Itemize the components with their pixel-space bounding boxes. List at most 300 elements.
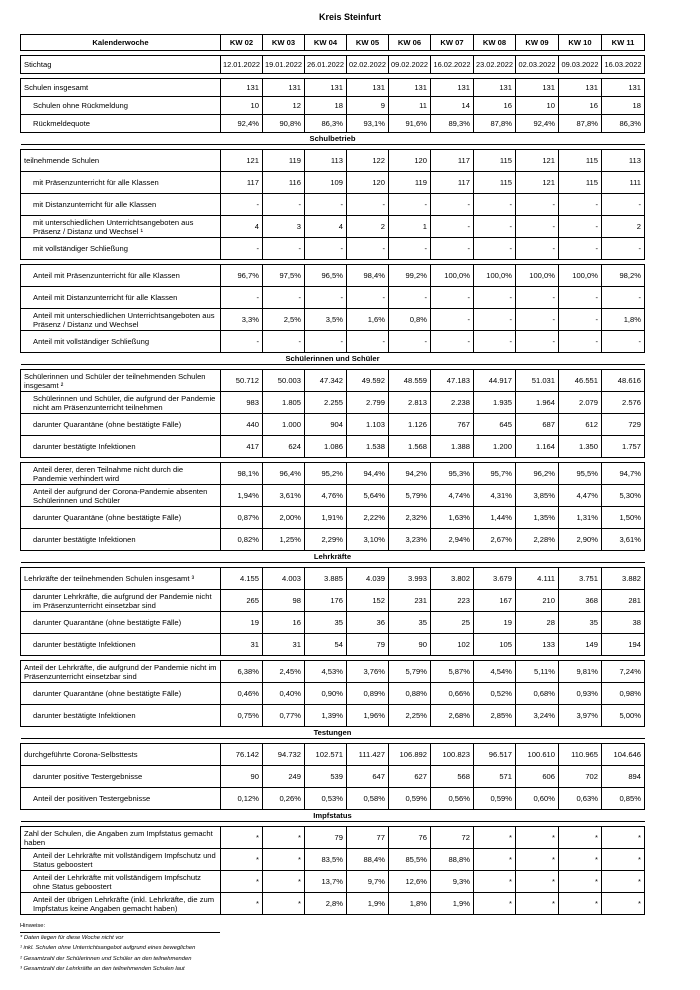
cell-value: 14 [431,97,474,115]
row-label: mit vollständiger Schließung [21,238,221,260]
table-row [21,392,645,414]
cell-value: 46.551 [559,370,602,392]
cell-value: 31 [263,634,305,656]
cell-value: 1,8% [389,893,431,915]
cell-value: 1.164 [516,436,559,458]
cell-value: 440 [221,414,263,436]
cell-value: 47.342 [305,370,347,392]
cell-value: 9,81% [559,661,602,683]
cell-value: - [559,331,602,353]
cell-value: * [474,849,516,871]
row-label: Schülerinnen und Schüler, die aufgrund der Pandemie nicht am Präsenzunterricht teilnehmen [21,392,221,414]
cell-value: - [474,194,516,216]
week-header: KW 10 [559,35,602,51]
cell-value: 9,3% [431,871,474,893]
cell-value: 0,58% [347,788,389,810]
cell-value: - [431,331,474,353]
table-row [21,590,645,612]
cell-value: 12,6% [389,871,431,893]
cell-value: 4,53% [305,661,347,683]
cell-value: 1,94% [221,485,263,507]
cell-value: 0,46% [221,683,263,705]
cell-value: 1.126 [389,414,431,436]
cell-value: 4,76% [305,485,347,507]
table-row [21,463,645,485]
week-header: KW 07 [431,35,474,51]
table-row [21,150,645,172]
stichtag-date: 19.01.2022 [263,56,305,74]
row-label: Schülerinnen und Schüler der teilnehmenden Schulen insgesamt ² [21,370,221,392]
table-row [21,661,645,683]
cell-value: 95,5% [559,463,602,485]
week-header: KW 04 [305,35,347,51]
table-row [21,172,645,194]
cell-value: 3,76% [347,661,389,683]
cell-value: 131 [516,79,559,97]
cell-value: 2,45% [263,661,305,683]
row-label: Zahl der Schulen, die Angaben zum Impfstatus gemacht haben [21,827,221,849]
cell-value: 1.935 [474,392,516,414]
cell-value: 116 [263,172,305,194]
cell-value: 3,61% [263,485,305,507]
row-label: darunter bestätigte Infektionen [21,705,221,727]
cell-value: * [474,827,516,849]
cell-value: 645 [474,414,516,436]
cell-value: 89,3% [431,115,474,133]
cell-value: * [516,871,559,893]
cell-value: 1,6% [347,309,389,331]
cell-value: 2.813 [389,392,431,414]
section-header-row [21,133,645,145]
cell-value: 0,53% [305,788,347,810]
cell-value: 5,79% [389,661,431,683]
cell-value: 627 [389,766,431,788]
cell-value: 1,91% [305,507,347,529]
cell-value: 0,56% [431,788,474,810]
cell-value: 98,1% [221,463,263,485]
cell-value: 9 [347,97,389,115]
cell-value: 4.039 [347,568,389,590]
cell-value: 2,67% [474,529,516,551]
cell-value: 48.616 [602,370,645,392]
cell-value: - [347,287,389,309]
cell-value: 79 [347,634,389,656]
cell-value: 767 [431,414,474,436]
cell-value: 1,96% [347,705,389,727]
cell-value: 12 [263,97,305,115]
cell-value: - [305,194,347,216]
cell-value: * [263,827,305,849]
cell-value: 115 [474,172,516,194]
row-label: mit unterschiedlichen Unterrichtsangeboten aus Präsenz / Distanz und Wechsel ¹ [21,216,221,238]
cell-value: 48.559 [389,370,431,392]
row-label: Lehrkräfte der teilnehmenden Schulen insgesamt ³ [21,568,221,590]
cell-value: 94,2% [389,463,431,485]
cell-value: - [305,331,347,353]
cell-value: 131 [347,79,389,97]
cell-value: 85,5% [389,849,431,871]
cell-value: 94.732 [263,744,305,766]
cell-value: 2 [347,216,389,238]
cell-value: 281 [602,590,645,612]
cell-value: 13,7% [305,871,347,893]
table-row [21,871,645,893]
cell-value: - [263,287,305,309]
cell-value: - [431,194,474,216]
cell-value: 5,30% [602,485,645,507]
cell-value: 95,2% [305,463,347,485]
stichtag-date: 09.02.2022 [389,56,431,74]
cell-value: 0,60% [516,788,559,810]
header-label: Kalenderwoche [21,35,221,51]
cell-value: - [431,238,474,260]
cell-value: 38 [602,612,645,634]
cell-value: 96,7% [221,265,263,287]
cell-value: 4 [305,216,347,238]
cell-value: 100.610 [516,744,559,766]
cell-value: 1.805 [263,392,305,414]
row-label: darunter bestätigte Infektionen [21,436,221,458]
cell-value: - [263,238,305,260]
cell-value: 90,8% [263,115,305,133]
cell-value: 96,5% [305,265,347,287]
cell-value: - [516,194,559,216]
cell-value: 1.086 [305,436,347,458]
cell-value: * [602,871,645,893]
cell-value: 3.751 [559,568,602,590]
row-label: Rückmeldequote [21,115,221,133]
cell-value: 122 [347,150,389,172]
cell-value: 115 [559,150,602,172]
cell-value: 2 [602,216,645,238]
footnotes-heading: Hinweise: [20,921,220,933]
cell-value: 92,4% [516,115,559,133]
cell-value: 624 [263,436,305,458]
table-row [21,97,645,115]
stichtag-date: 12.01.2022 [221,56,263,74]
page-title: Kreis Steinfurt [318,12,381,22]
cell-value: 109 [305,172,347,194]
cell-value: 51.031 [516,370,559,392]
cell-value: 96,2% [516,463,559,485]
cell-value: - [263,194,305,216]
cell-value: 3.885 [305,568,347,590]
row-label: darunter bestätigte Infektionen [21,634,221,656]
table-row [21,238,645,260]
cell-value: 0,75% [221,705,263,727]
cell-value: - [474,287,516,309]
cell-value: 3,23% [389,529,431,551]
cell-value: 1.103 [347,414,389,436]
cell-value: 131 [263,79,305,97]
cell-value: - [559,194,602,216]
cell-value: 120 [347,172,389,194]
cell-value: 2,68% [431,705,474,727]
row-label: Anteil mit vollständiger Schließung [21,331,221,353]
cell-value: 1.388 [431,436,474,458]
row-label: Anteil der übrigen Lehrkräfte (inkl. Lehrkräfte, die zum Impfstatus keine Angaben gemacht haben) [21,893,221,915]
cell-value: 95,3% [431,463,474,485]
cell-value: * [559,827,602,849]
cell-value: * [602,893,645,915]
row-label: darunter positive Testergebnisse [21,766,221,788]
cell-value: 1,9% [347,893,389,915]
cell-value: - [559,238,602,260]
cell-value: 16 [559,97,602,115]
cell-value: 76 [389,827,431,849]
cell-value: 4,74% [431,485,474,507]
table-row [21,634,645,656]
cell-value: 100,0% [474,265,516,287]
table-row [21,893,645,915]
cell-value: 28 [516,612,559,634]
cell-value: 18 [602,97,645,115]
cell-value: 176 [305,590,347,612]
cell-value: 97,5% [263,265,305,287]
cell-value: 3,5% [305,309,347,331]
cell-value: 2,25% [389,705,431,727]
cell-value: - [305,238,347,260]
footnotes [20,921,220,975]
cell-value: - [559,309,602,331]
cell-value: 86,3% [602,115,645,133]
cell-value: 115 [474,150,516,172]
table-row [21,265,645,287]
cell-value: 687 [516,414,559,436]
table-row [21,194,645,216]
cell-value: 1,31% [559,507,602,529]
cell-value: 702 [559,766,602,788]
cell-value: 35 [305,612,347,634]
cell-value: 113 [602,150,645,172]
cell-value: * [221,849,263,871]
section-title: Schulbetrieb [21,133,645,145]
table-row [21,705,645,727]
cell-value: 4.111 [516,568,559,590]
cell-value: 3,10% [347,529,389,551]
cell-value: * [474,871,516,893]
table-row [21,331,645,353]
footnote: * Daten liegen für diese Woche nicht vor [20,934,124,941]
cell-value: 117 [221,172,263,194]
week-header: KW 05 [347,35,389,51]
cell-value: 4 [221,216,263,238]
week-header: KW 08 [474,35,516,51]
cell-value: 1,63% [431,507,474,529]
row-label: Anteil der Lehrkräfte, die aufgrund der Pandemie nicht im Präsenzunterricht einsetzbar sind [21,661,221,683]
cell-value: 2,29% [305,529,347,551]
cell-value: 96,4% [263,463,305,485]
cell-value: 7,24% [602,661,645,683]
cell-value: 117 [431,150,474,172]
cell-value: 167 [474,590,516,612]
cell-value: 19 [221,612,263,634]
cell-value: 0,26% [263,788,305,810]
cell-value: 1,50% [602,507,645,529]
cell-value: 1.350 [559,436,602,458]
cell-value: 76.142 [221,744,263,766]
cell-value: 904 [305,414,347,436]
cell-value: - [221,238,263,260]
cell-value: - [221,287,263,309]
cell-value: - [347,194,389,216]
stichtag-date: 23.02.2022 [474,56,516,74]
cell-value: 2,28% [516,529,559,551]
cell-value: 1.757 [602,436,645,458]
cell-value: 2,5% [263,309,305,331]
cell-value: 92,4% [221,115,263,133]
cell-value: 0,85% [602,788,645,810]
cell-value: * [516,827,559,849]
cell-value: 100,0% [431,265,474,287]
cell-value: 131 [474,79,516,97]
week-header: KW 02 [221,35,263,51]
table-row [21,79,645,97]
row-label: darunter Lehrkräfte, die aufgrund der Pandemie nicht im Präsenzunterricht einsetzbar sind [21,590,221,612]
footnote: ³ Gesamtzahl der Lehrkräfte an den teilnehmenden Schulen laut [20,966,185,972]
cell-value: - [305,287,347,309]
cell-value: - [221,194,263,216]
row-label: Schulen insgesamt [21,79,221,97]
cell-value: 16 [474,97,516,115]
cell-value: 131 [559,79,602,97]
table-row [21,485,645,507]
cell-value: 5,64% [347,485,389,507]
cell-value: 96.517 [474,744,516,766]
table-row [21,766,645,788]
table-row [21,287,645,309]
row-label: darunter Quarantäne (ohne bestätigte Fälle) [21,612,221,634]
table-row [21,436,645,458]
cell-value: 110.965 [559,744,602,766]
cell-value: 102.571 [305,744,347,766]
cell-value: 131 [221,79,263,97]
cell-value: 105 [474,634,516,656]
row-label: Anteil mit unterschiedlichen Unterrichtsangeboten aus Präsenz / Distanz und Wechsel [21,309,221,331]
cell-value: 3.993 [389,568,431,590]
cell-value: 647 [347,766,389,788]
cell-value: 31 [221,634,263,656]
cell-value: 0,63% [559,788,602,810]
cell-value: - [474,216,516,238]
section-title: Schülerinnen und Schüler [21,353,645,365]
table-row [21,827,645,849]
cell-value: 0,88% [389,683,431,705]
cell-value: 2.238 [431,392,474,414]
section-title: Lehrkräfte [21,551,645,563]
cell-value: 368 [559,590,602,612]
cell-value: 571 [474,766,516,788]
cell-value: 16 [263,612,305,634]
cell-value: 0,98% [602,683,645,705]
cell-value: 1.568 [389,436,431,458]
cell-value: 100,0% [516,265,559,287]
cell-value: * [559,893,602,915]
cell-value: - [602,194,645,216]
cell-value: - [474,309,516,331]
cell-value: 0,89% [347,683,389,705]
cell-value: - [516,287,559,309]
table-row [21,849,645,871]
cell-value: 3,24% [516,705,559,727]
cell-value: 3,85% [516,485,559,507]
cell-value: 94,4% [347,463,389,485]
cell-value: 223 [431,590,474,612]
cell-value: 100,0% [559,265,602,287]
footnote: ² Gesamtzahl der Schülerinnen und Schüler an den teilnehmenden [20,955,192,962]
cell-value: 568 [431,766,474,788]
cell-value: 3,97% [559,705,602,727]
footnote: ¹ inkl. Schulen ohne Unterrichtsangebot aufgrund eines beweglichen [20,945,196,951]
cell-value: 6,38% [221,661,263,683]
cell-value: 50.003 [263,370,305,392]
stichtag-date: 26.01.2022 [305,56,347,74]
cell-value: 2.255 [305,392,347,414]
cell-value: - [389,238,431,260]
cell-value: 5,79% [389,485,431,507]
cell-value: - [602,238,645,260]
section-title: Testungen [21,727,645,739]
row-label: durchgeführte Corona-Selbsttests [21,744,221,766]
cell-value: 2,90% [559,529,602,551]
cell-value: 0,59% [389,788,431,810]
cell-value: 19 [474,612,516,634]
cell-value: 983 [221,392,263,414]
cell-value: 104.646 [602,744,645,766]
row-label: mit Distanzunterricht für alle Klassen [21,194,221,216]
cell-value: 98,4% [347,265,389,287]
cell-value: 539 [305,766,347,788]
section-header-row [21,810,645,822]
cell-value: 0,40% [263,683,305,705]
cell-value: 152 [347,590,389,612]
table-row [21,309,645,331]
cell-value: - [516,331,559,353]
cell-value: * [516,893,559,915]
cell-value: 93,1% [347,115,389,133]
cell-value: 5,11% [516,661,559,683]
table-row [21,683,645,705]
cell-value: 1,44% [474,507,516,529]
cell-value: * [474,893,516,915]
cell-value: 2,32% [389,507,431,529]
cell-value: - [602,331,645,353]
cell-value: - [221,331,263,353]
cell-value: 79 [305,827,347,849]
cell-value: 2,00% [263,507,305,529]
cell-value: 3 [263,216,305,238]
cell-value: 265 [221,590,263,612]
table-row [21,568,645,590]
cell-value: 1 [389,216,431,238]
cell-value: 606 [516,766,559,788]
week-header: KW 09 [516,35,559,51]
cell-value: 0,87% [221,507,263,529]
cell-value: 4,47% [559,485,602,507]
cell-value: - [474,238,516,260]
cell-value: 1,9% [431,893,474,915]
cell-value: 35 [559,612,602,634]
cell-value: 47.183 [431,370,474,392]
cell-value: 2,85% [474,705,516,727]
cell-value: 106.892 [389,744,431,766]
cell-value: 1.200 [474,436,516,458]
cell-value: 149 [559,634,602,656]
table-row [21,744,645,766]
cell-value: 54 [305,634,347,656]
section-header-row [21,353,645,365]
cell-value: * [559,871,602,893]
